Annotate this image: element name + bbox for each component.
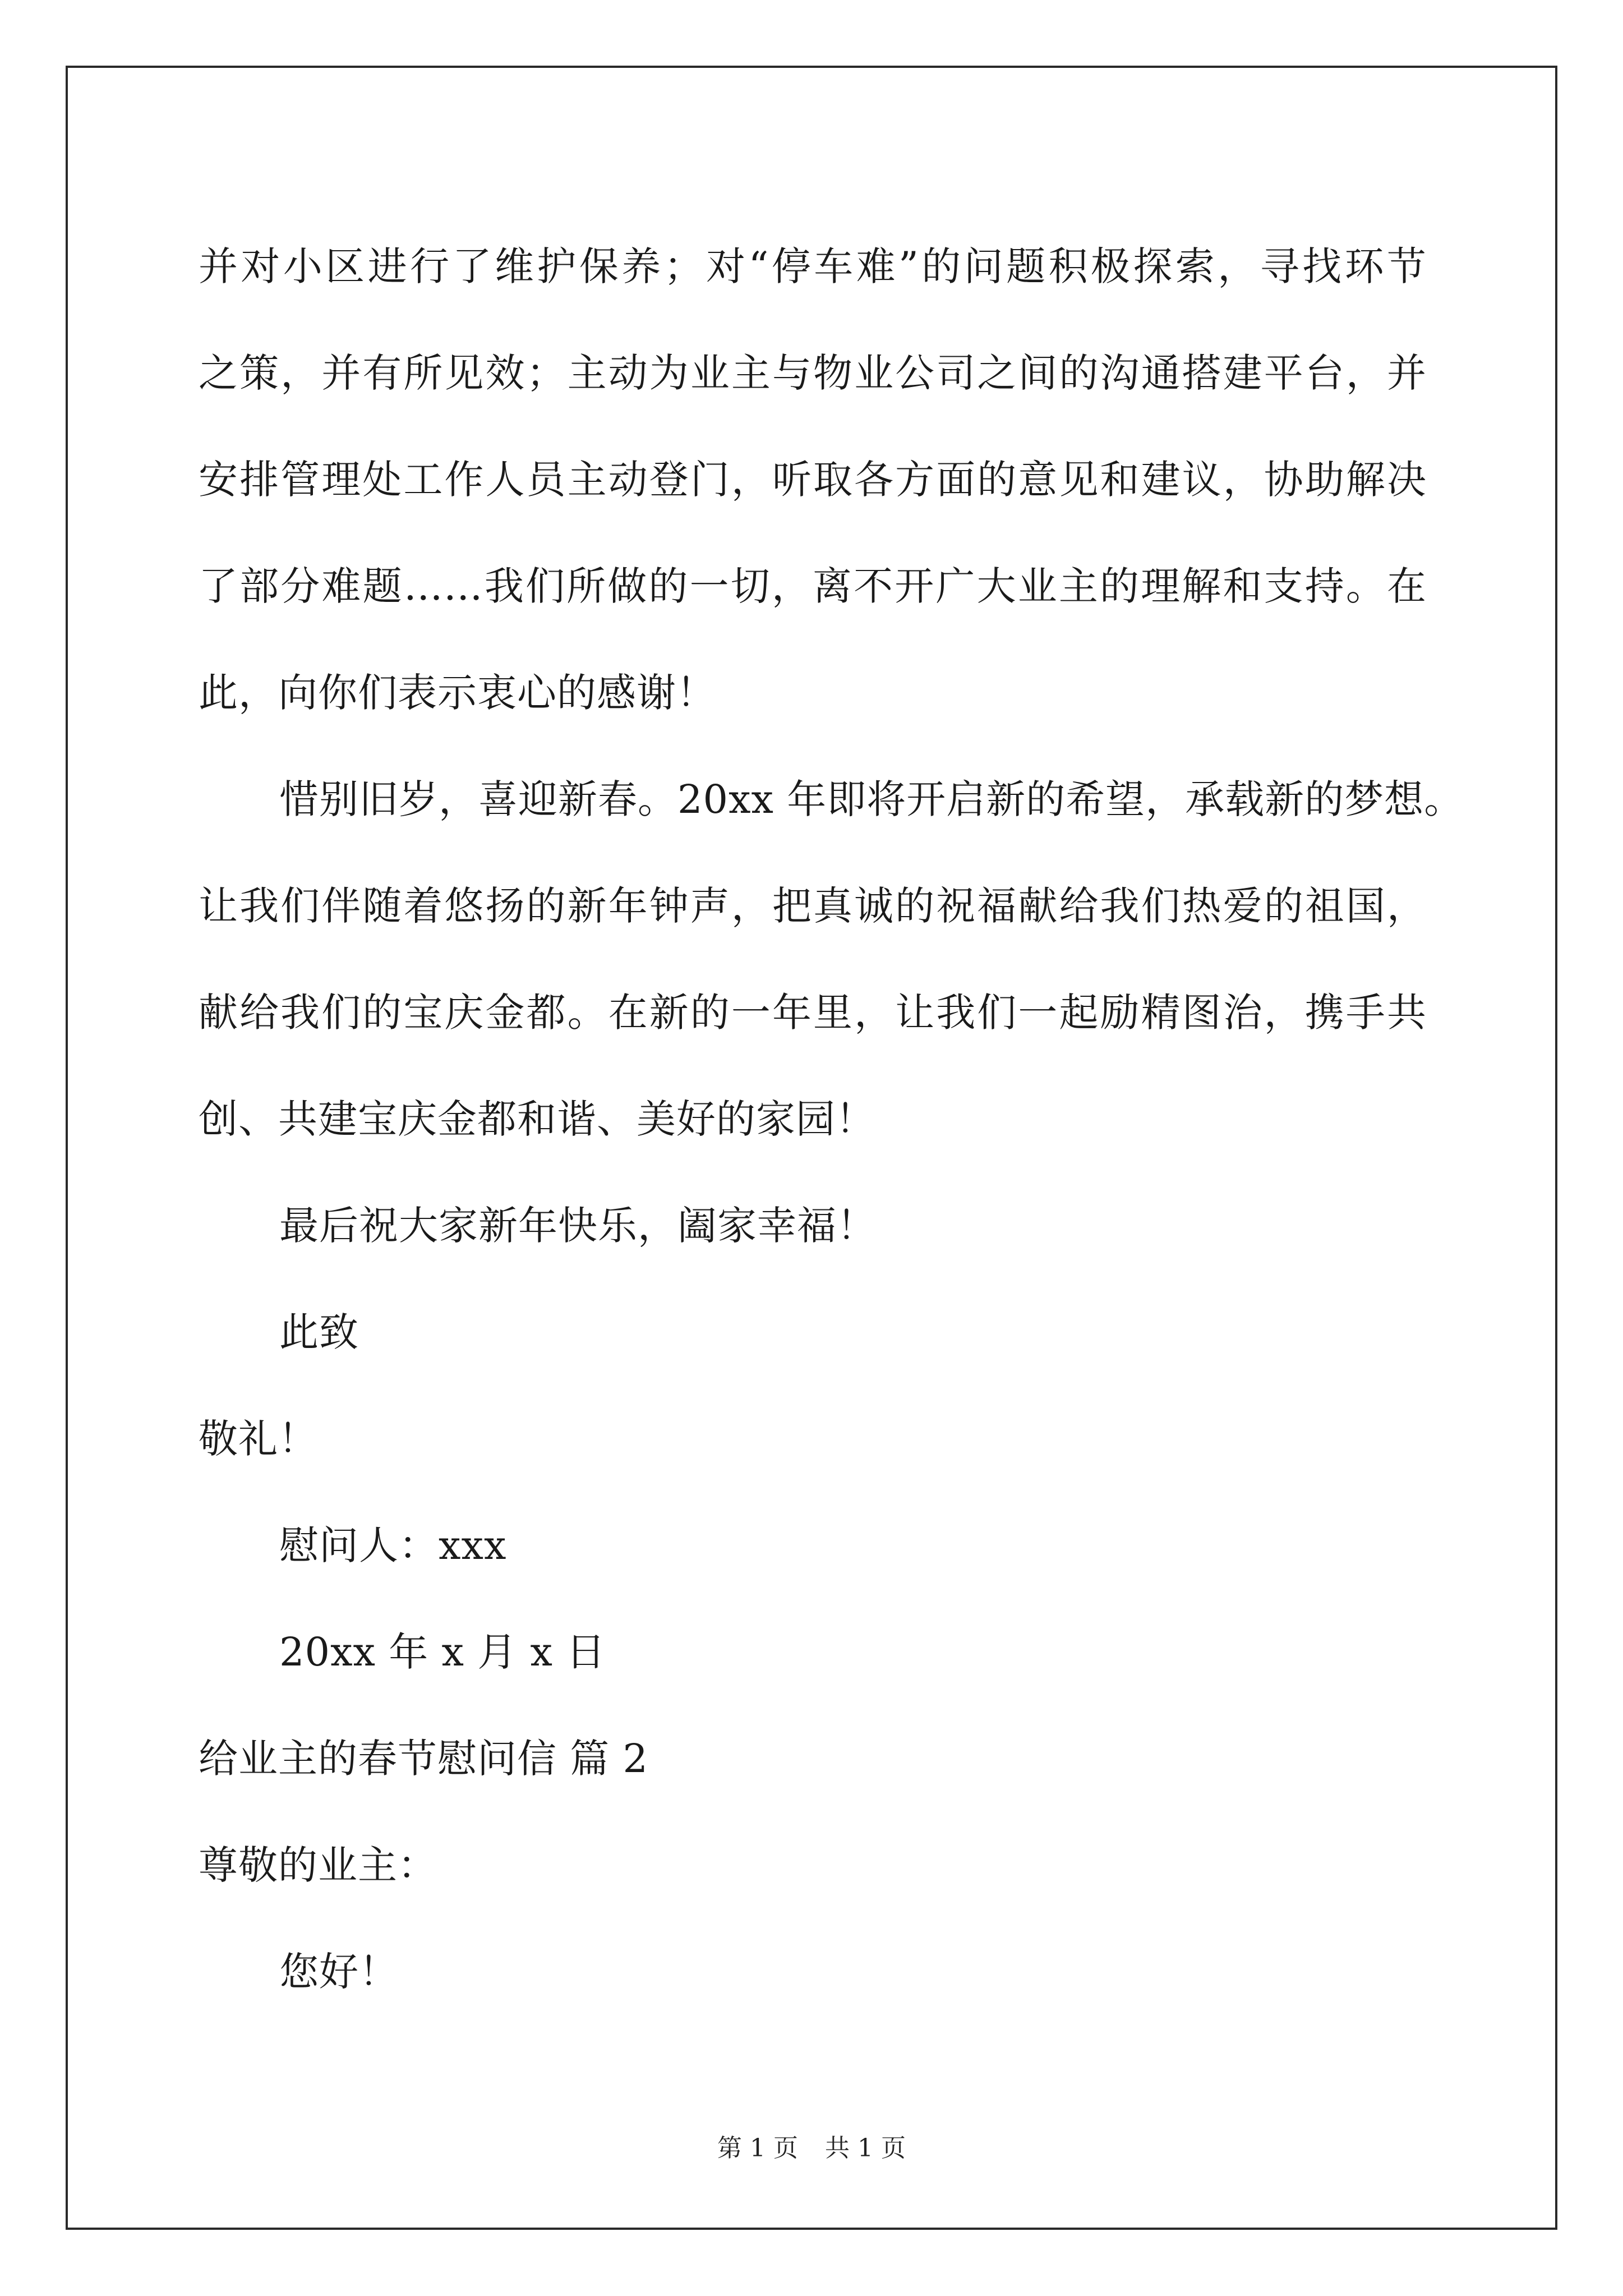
paragraph-line: 让我们伴随着悠扬的新年钟声，把真诚的祝福献给我们热爱的祖国，: [199, 883, 1427, 929]
paragraph-line: 此，向你们表示衷心的感谢！: [199, 670, 716, 716]
greeting-hello: 您好！: [279, 1949, 399, 1995]
signature-date: 20xx 年 x 月 x 日: [279, 1629, 606, 1675]
paragraph-line: 安排管理处工作人员主动登门，听取各方面的意见和建议，协助解决: [199, 457, 1427, 503]
section-heading: 给业主的春节慰问信 篇 2: [199, 1736, 649, 1782]
paragraph-line: 并对小区进行了维护保养；对“停车难”的问题积极探索，寻找环节: [199, 243, 1427, 289]
paragraph-line: 之策，并有所见效；主动为业主与物业公司之间的沟通搭建平台，并: [199, 350, 1427, 396]
signature-sender: 慰问人：xxx: [279, 1522, 507, 1568]
salutation-cizhi: 此致: [279, 1309, 359, 1355]
page-total: 共 1 页: [825, 2134, 906, 2162]
paragraph-line: 了部分难题……我们所做的一切，离不开广大业主的理解和支持。在: [199, 563, 1427, 609]
closing-wishes: 最后祝大家新年快乐，阖家幸福！: [279, 1203, 877, 1249]
document-body: [199, 213, 1464, 2025]
greeting-recipient: 尊敬的业主：: [199, 1842, 437, 1888]
salutation-jingli: 敬礼！: [199, 1416, 318, 1462]
paragraph-line: 献给我们的宝庆金都。在新的一年里，让我们一起励精图治，携手共: [199, 990, 1427, 1036]
paragraph-line: 惜别旧岁，喜迎新春。20xx 年即将开启新的希望，承载新的梦想。: [279, 776, 1464, 822]
paragraph-line: 创、共建宝庆金都和谐、美好的家园！: [199, 1096, 875, 1142]
page-number: 第 1 页: [717, 2134, 798, 2162]
page-footer: [0, 2132, 1623, 2165]
